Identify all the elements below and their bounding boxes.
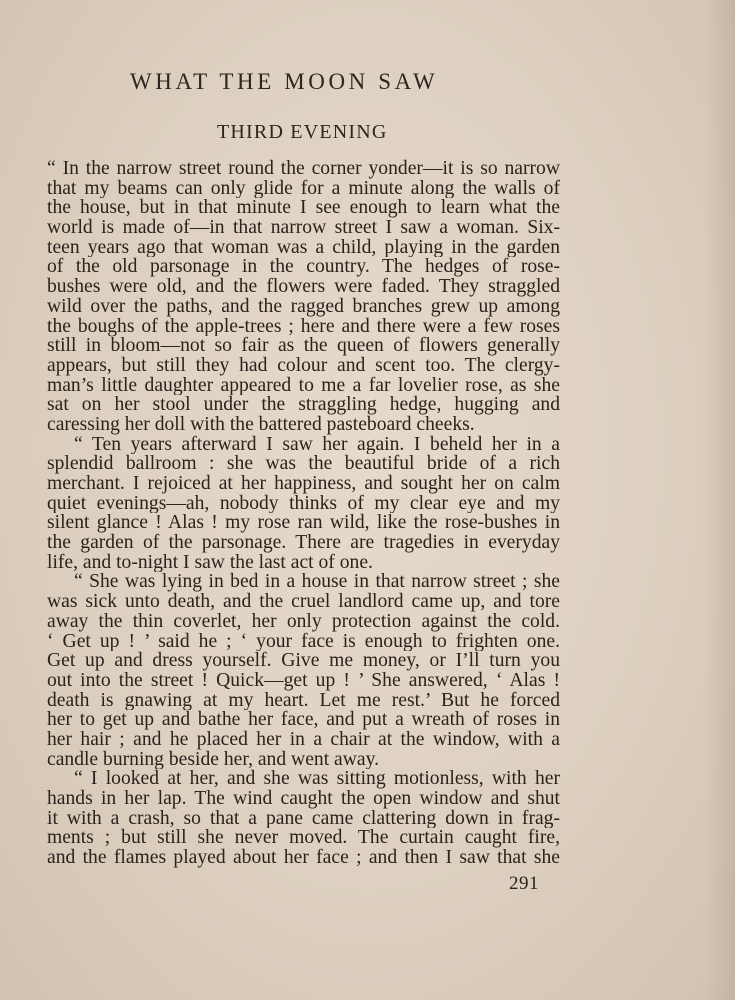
text-line: splendid ballroom : she was the beautiful bride of a rich [47, 454, 560, 474]
page-number: 291 [509, 873, 539, 894]
section-title: THIRD EVENING [217, 121, 388, 143]
text-line: and the flames played about her face ; and then I saw that she [47, 848, 560, 868]
text-line: ‘ Get up ! ’ said he ; ‘ your face is enough to frighten one. [47, 631, 560, 652]
text-line: “ I looked at her, and she was sitting motionless, with her [74, 769, 560, 789]
text-line: life, and to-night I saw the last act of one. [47, 552, 373, 573]
text-line: that my beams can only glide for a minute along the walls of [47, 178, 560, 199]
text-line: wild over the paths, and the ragged branches grew up among [47, 296, 560, 317]
text-line: “ In the narrow street round the corner yonder—it is so narrow [47, 159, 560, 179]
text-line: still in bloom—not so fair as the queen of flowers generally [47, 336, 560, 356]
running-head: WHAT THE MOON SAW [130, 69, 439, 94]
text-line: the boughs of the apple-trees ; here and there were a few roses [47, 316, 560, 337]
text-line: the garden of the parsonage. There are tragedies in everyday [47, 533, 560, 553]
text-line: her hair ; and he placed her in a chair at the window, with a [47, 729, 560, 750]
text-line: candle burning beside her, and went away. [47, 749, 380, 770]
text-line: was sick unto death, and the cruel landlord came up, and tore [47, 592, 560, 612]
text-line: death is gnawing at my heart. Let me rest.’ But he forced [47, 690, 560, 711]
text-line: appears, but still they had colour and scent too. The clergy- [47, 355, 560, 376]
text-line: her to get up and bathe her face, and put a wreath of roses in [47, 710, 560, 730]
text-line: hands in her lap. The wind caught the open window and shut [47, 789, 560, 809]
text-line: caressing her doll with the battered pasteboard cheeks. [47, 414, 475, 435]
text-line: of the old parsonage in the country. The hedges of rose- [47, 257, 560, 278]
text-line: teen years ago that woman was a child, playing in the garden [47, 237, 560, 258]
text-line: “ She was lying in bed in a house in that narrow street ; she [74, 572, 560, 593]
text-line: ments ; but still she never moved. The curtain caught fire, [47, 828, 560, 849]
text-line: Get up and dress yourself. Give me money, or I’ll turn you [47, 651, 560, 671]
text-line: quiet evenings—ah, nobody thinks of my clear eye and my [47, 493, 560, 514]
body-text [47, 159, 560, 868]
text-line: silent glance ! Alas ! my rose ran wild, like the rose-bushes in [47, 513, 560, 534]
text-line: man’s little daughter appeared to me a far lovelier rose, as she [47, 375, 560, 396]
text-line: merchant. I rejoiced at her happiness, and sought her on calm [47, 474, 560, 494]
text-line: out into the street ! Quick—get up ! ’ She answered, ‘ Alas ! [47, 670, 560, 691]
text-line: “ Ten years afterward I saw her again. I beheld her in a [74, 434, 560, 455]
text-line: sat on her stool under the straggling hedge, hugging and [47, 395, 560, 415]
text-line: it with a crash, so that a pane came clattering down in frag- [47, 808, 560, 829]
text-line: away the thin coverlet, her only protection against the cold. [47, 611, 560, 632]
text-line: world is made of—in that narrow street I saw a woman. Six- [47, 218, 560, 238]
text-line: bushes were old, and the flowers were faded. They straggled [47, 277, 560, 297]
text-line: the house, but in that minute I see enough to learn what the [47, 198, 560, 219]
